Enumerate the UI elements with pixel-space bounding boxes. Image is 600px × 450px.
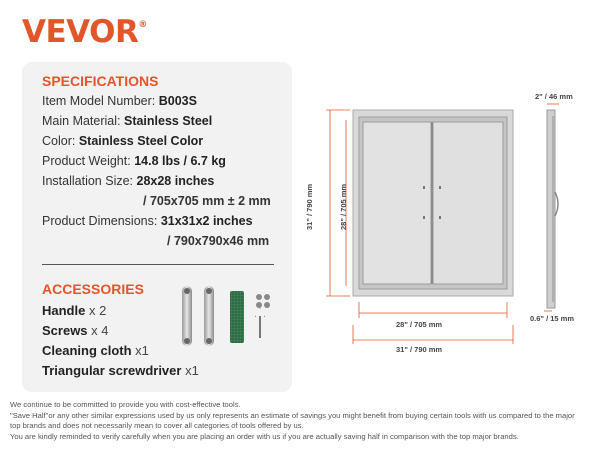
spec-material: Main Material: Stainless Steel xyxy=(42,114,213,128)
right-door xyxy=(433,122,503,284)
left-door xyxy=(363,122,431,284)
depth-label: 2" / 46 mm xyxy=(535,92,573,101)
specs-card xyxy=(22,62,292,392)
door-diagram xyxy=(300,80,600,380)
screwdriver-shaft xyxy=(259,316,261,338)
screw-image xyxy=(256,294,262,300)
spec-install-size-mm: / 705x705 mm ± 2 mm xyxy=(143,194,271,208)
spec-weight: Product Weight: 14.8 lbs / 6.7 kg xyxy=(42,154,226,168)
footer-line: top brands and does not necessarily mean to cover all categories of tools offered by us. xyxy=(10,421,304,430)
left-latch xyxy=(423,186,425,189)
footer-line: You are kindly reminded to verify carefully when you are placing an order with us if you are actually saving half in comparison with the top major brands. xyxy=(10,431,519,441)
flange-label: 0.6" / 15 mm xyxy=(530,314,574,323)
screw-image xyxy=(264,294,270,300)
footer-disclaimer xyxy=(10,400,595,442)
inner-width-label: 28" / 705 mm xyxy=(396,320,443,329)
right-latch xyxy=(439,186,441,189)
spec-install-size: Installation Size: 28x28 inches xyxy=(42,174,215,188)
accessory-screws: Screws x 4 xyxy=(42,323,109,338)
inner-height-label: 28" / 705 mm xyxy=(339,183,348,230)
footer-line: "Save Half"or any other similar expressions used by us only represents an estimate of savings you might benefit from buying certain tools with us compared to the major xyxy=(10,410,575,420)
spec-model: Item Model Number: B003S xyxy=(42,94,197,108)
brand-logo: VEVOR® xyxy=(22,14,147,50)
accessory-cloth: Cleaning cloth x1 xyxy=(42,343,149,358)
accessory-screwdriver: Triangular screwdriver x1 xyxy=(42,363,199,378)
outer-height-label: 31" / 790 mm xyxy=(305,183,314,230)
footer-line: We continue to be committed to provide you with cost-effective tools. xyxy=(10,400,241,409)
accessories-title: ACCESSORIES xyxy=(42,281,144,297)
specifications-title: SPECIFICATIONS xyxy=(42,73,159,89)
door-side-edge xyxy=(552,116,555,302)
spec-dimensions-mm: / 790x790x46 mm xyxy=(167,234,270,248)
accessory-handle: Handle x 2 xyxy=(42,303,107,318)
right-latch xyxy=(439,216,441,219)
screw-image xyxy=(256,302,262,308)
handle-image xyxy=(182,286,192,346)
handle-image xyxy=(204,286,214,346)
outer-width-label: 31" / 790 mm xyxy=(396,345,443,354)
screw-image xyxy=(264,302,270,308)
spec-color: Color: Stainless Steel Color xyxy=(42,134,204,148)
spec-dimensions: Product Dimensions: 31x31x2 inches xyxy=(42,214,253,228)
cleaning-cloth-image xyxy=(230,291,244,343)
divider xyxy=(42,264,274,265)
left-latch xyxy=(423,216,425,219)
